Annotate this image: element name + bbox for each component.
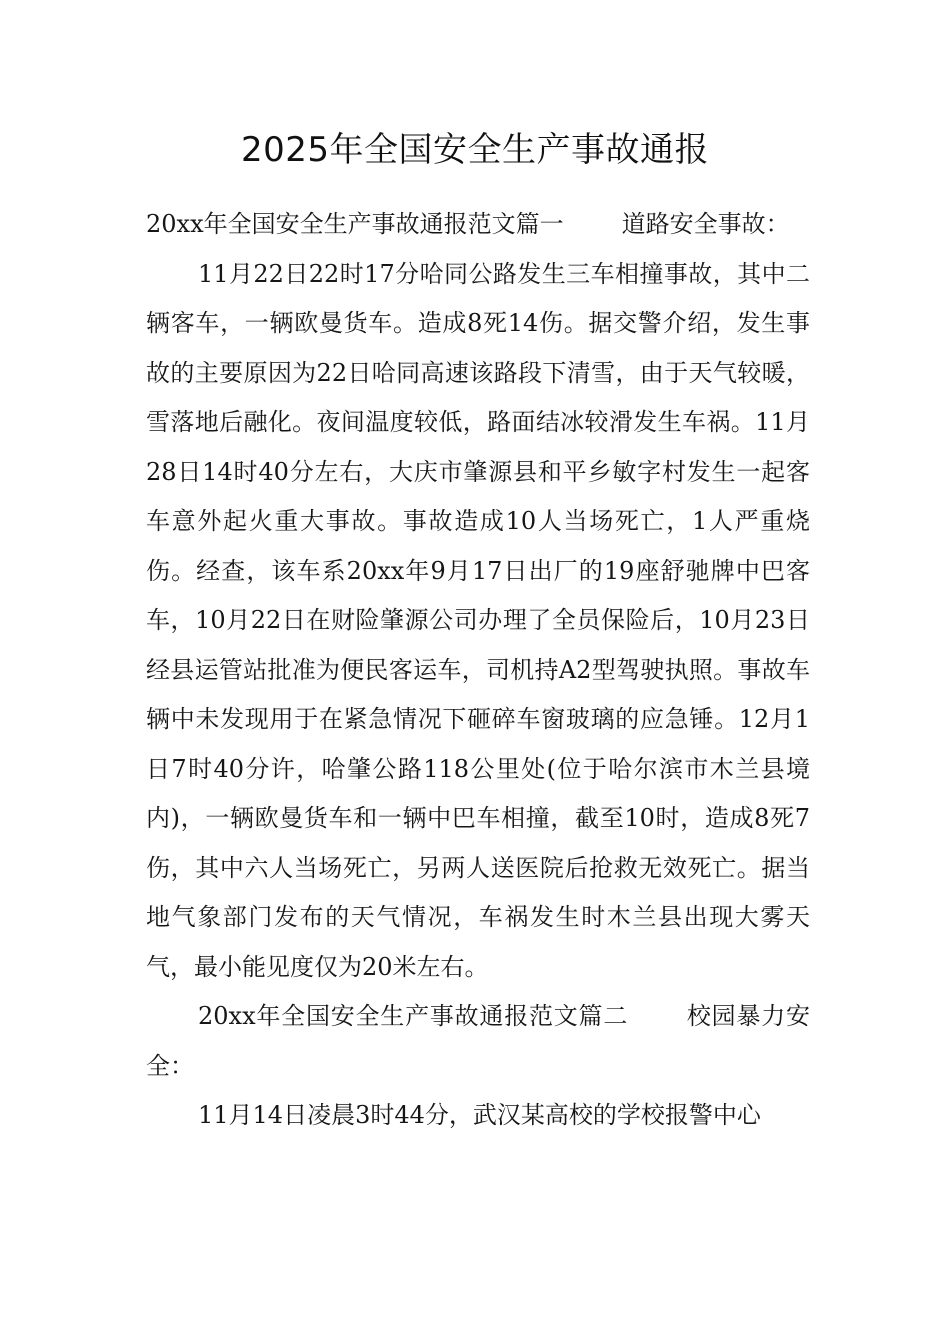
section2-body: 11月14日凌晨3时44分，武汉某高校的学校报警中心 [198, 1101, 761, 1129]
section1-body: 11月22日22时17分哈同公路发生三车相撞事故，其中二辆客车，一辆欧曼货车。造成8死14伤。据交警介绍，发生事故的主要原因为22日哈同高速该路段下清雪，由于天气较暖，雪落地后融化。夜间温度较低，路面结冰较滑发生车祸。11月28日14时40分左右，大庆市肇源县和平乡敏字村发生一起客车意外起火重大事故。事故造成10人当场死亡，1人严重烧伤。经查，该车系20xx年9月17日出厂的19座舒驰牌中巴客车，10月22日在财险肇源公司办理了全员保险后，10月23日经县运管站批准为便民客运车，司机持A2型驾驶执照。事故车辆中未发现用于在紧急情况下砸碎车窗玻璃的应急锤。12月1日7时40分许，哈肇公路118公里处(位于哈尔滨市木兰县境内)，一辆欧曼货车和一辆中巴车相撞，截至10时，造成8死7伤，其中六人当场死亡，另两人送医院后抢救无效死亡。据当地气象部门发布的天气情况，车祸发生时木兰县出现大雾天气，最小能见度仅为20米左右。 [146, 259, 810, 981]
document-title: 2025年全国安全生产事故通报 [240, 130, 710, 170]
section2-heading: 20xx年全国安全生产事故通报范文篇二 [198, 1002, 629, 1030]
section2-subheading: 校园暴力安全： [146, 1002, 811, 1080]
document-body [146, 200, 810, 1141]
section1-subheading: 道路安全事故： [621, 210, 790, 238]
section2-heading-line [146, 992, 810, 1091]
section1-heading-line [146, 200, 810, 250]
section1-heading: 20xx年全国安全生产事故通报范文篇一 [146, 210, 564, 238]
